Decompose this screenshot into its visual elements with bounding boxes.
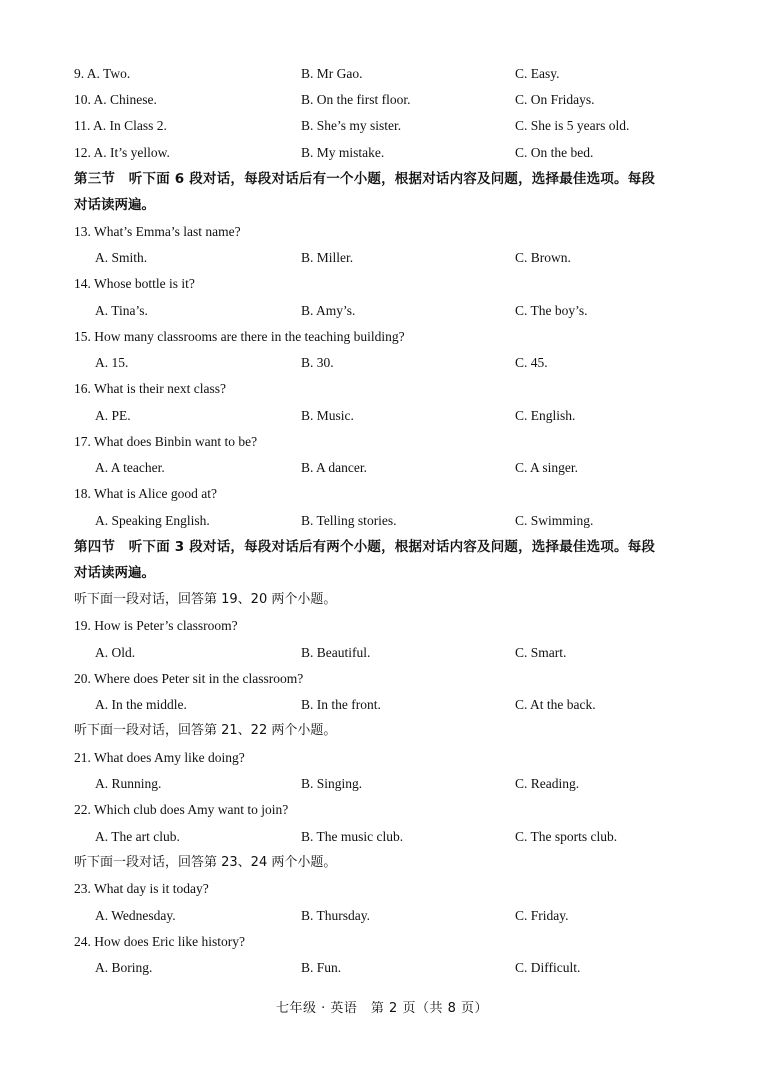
option-c: C. At the back. — [515, 697, 596, 712]
section4-heading-cont — [0, 563, 764, 583]
question-text: 21. What does Amy like doing? — [74, 750, 245, 765]
option-c: C. Friday. — [515, 908, 569, 923]
question-text: 22. Which club does Amy want to join? — [74, 802, 289, 817]
section3-heading — [0, 169, 764, 189]
option-a: A. PE. — [95, 408, 131, 423]
options-17 — [0, 458, 764, 478]
question-13 — [0, 222, 764, 242]
option-a: A. In the middle. — [95, 697, 187, 712]
option-c: C. The sports club. — [515, 829, 618, 844]
option-a: 9. A. Two. — [74, 66, 131, 81]
option-c: C. Brown. — [515, 250, 571, 265]
instruction-23-24 — [0, 853, 764, 873]
option-b: B. Music. — [301, 408, 354, 423]
option-b: B. Telling stories. — [301, 513, 397, 528]
option-a: A. Old. — [95, 645, 136, 660]
option-b: B. In the front. — [301, 697, 381, 712]
option-c: C. Swimming. — [515, 513, 594, 528]
question-text: 17. What does Binbin want to be? — [74, 434, 258, 449]
options-16 — [0, 406, 764, 426]
option-a: 10. A. Chinese. — [74, 92, 157, 107]
option-c: C. 45. — [515, 355, 548, 370]
section-heading-text: 第三节 听下面 6 段对话，每段对话后有一个小题，根据对话内容及问题，选择最佳选项。每段 — [74, 171, 656, 187]
option-b: B. Thursday. — [301, 908, 370, 923]
option-a: 12. A. It’s yellow. — [74, 145, 170, 160]
option-b: B. On the first floor. — [301, 92, 411, 107]
options-19 — [0, 643, 764, 663]
option-b: B. The music club. — [301, 829, 404, 844]
option-b: B. Miller. — [301, 250, 354, 265]
option-a: A. The art club. — [95, 829, 180, 844]
instruction-21-22 — [0, 721, 764, 741]
question-text: 23. What day is it today? — [74, 881, 209, 896]
option-c: C. Reading. — [515, 776, 580, 791]
option-c: C. English. — [515, 408, 576, 423]
answer-row-9 — [0, 64, 764, 84]
instruction-19-20 — [0, 590, 764, 610]
option-a: A. Wednesday. — [95, 908, 176, 923]
option-b: B. She’s my sister. — [301, 118, 402, 133]
option-a: A. Boring. — [95, 960, 153, 975]
options-15 — [0, 353, 764, 373]
options-23 — [0, 906, 764, 926]
option-b: B. My mistake. — [301, 145, 385, 160]
option-a: A. Smith. — [95, 250, 148, 265]
instruction-text: 听下面一段对话，回答第 23、24 两个小题。 — [74, 855, 337, 870]
options-24 — [0, 958, 764, 978]
question-text: 20. Where does Peter sit in the classroom? — [74, 671, 304, 686]
options-13 — [0, 248, 764, 268]
question-17 — [0, 432, 764, 452]
option-c: C. Difficult. — [515, 960, 581, 975]
option-b: B. 30. — [301, 355, 334, 370]
instruction-text: 听下面一段对话，回答第 19、20 两个小题。 — [74, 592, 337, 607]
option-c: C. Smart. — [515, 645, 567, 660]
answer-row-10 — [0, 90, 764, 110]
question-22 — [0, 800, 764, 820]
question-20 — [0, 669, 764, 689]
options-14 — [0, 301, 764, 321]
question-text: 13. What’s Emma’s last name? — [74, 224, 241, 239]
page-footer: 七年级 · 英语 第 2 页（共 8 页） — [276, 1001, 488, 1016]
option-b: B. Singing. — [301, 776, 363, 791]
option-c: C. On Fridays. — [515, 92, 595, 107]
option-a: 11. A. In Class 2. — [74, 118, 167, 133]
question-text: 18. What is Alice good at? — [74, 486, 217, 501]
option-c: C. A singer. — [515, 460, 579, 475]
question-24 — [0, 932, 764, 952]
option-c: C. Easy. — [515, 66, 560, 81]
answer-row-12 — [0, 143, 764, 163]
section3-heading-cont — [0, 195, 764, 215]
answer-row-11 — [0, 116, 764, 136]
question-15 — [0, 327, 764, 347]
option-b: B. Beautiful. — [301, 645, 371, 660]
option-b: B. Amy’s. — [301, 303, 356, 318]
question-18 — [0, 484, 764, 504]
options-22 — [0, 827, 764, 847]
option-a: A. Running. — [95, 776, 162, 791]
question-text: 14. Whose bottle is it? — [74, 276, 195, 291]
question-23 — [0, 879, 764, 899]
options-20 — [0, 695, 764, 715]
option-c: C. She is 5 years old. — [515, 118, 630, 133]
section-heading-text: 对话读两遍。 — [74, 565, 155, 581]
question-text: 16. What is their next class? — [74, 381, 226, 396]
instruction-text: 听下面一段对话，回答第 21、22 两个小题。 — [74, 723, 337, 738]
question-text: 19. How is Peter’s classroom? — [74, 618, 238, 633]
options-18 — [0, 511, 764, 531]
option-a: A. 15. — [95, 355, 129, 370]
section-heading-text: 第四节 听下面 3 段对话，每段对话后有两个小题，根据对话内容及问题，选择最佳选项。每段 — [74, 539, 656, 555]
options-21 — [0, 774, 764, 794]
option-b: B. A dancer. — [301, 460, 367, 475]
option-b: B. Fun. — [301, 960, 342, 975]
question-19 — [0, 616, 764, 636]
question-text: 24. How does Eric like history? — [74, 934, 245, 949]
section-heading-text: 对话读两遍。 — [74, 197, 155, 213]
option-a: A. A teacher. — [95, 460, 165, 475]
question-16 — [0, 379, 764, 399]
option-c: C. The boy’s. — [515, 303, 588, 318]
question-21 — [0, 748, 764, 768]
option-a: A. Tina’s. — [95, 303, 148, 318]
section4-heading — [0, 537, 764, 557]
option-c: C. On the bed. — [515, 145, 594, 160]
option-b: B. Mr Gao. — [301, 66, 363, 81]
option-a: A. Speaking English. — [95, 513, 210, 528]
question-text: 15. How many classrooms are there in the teaching building? — [74, 329, 405, 344]
question-14 — [0, 274, 764, 294]
